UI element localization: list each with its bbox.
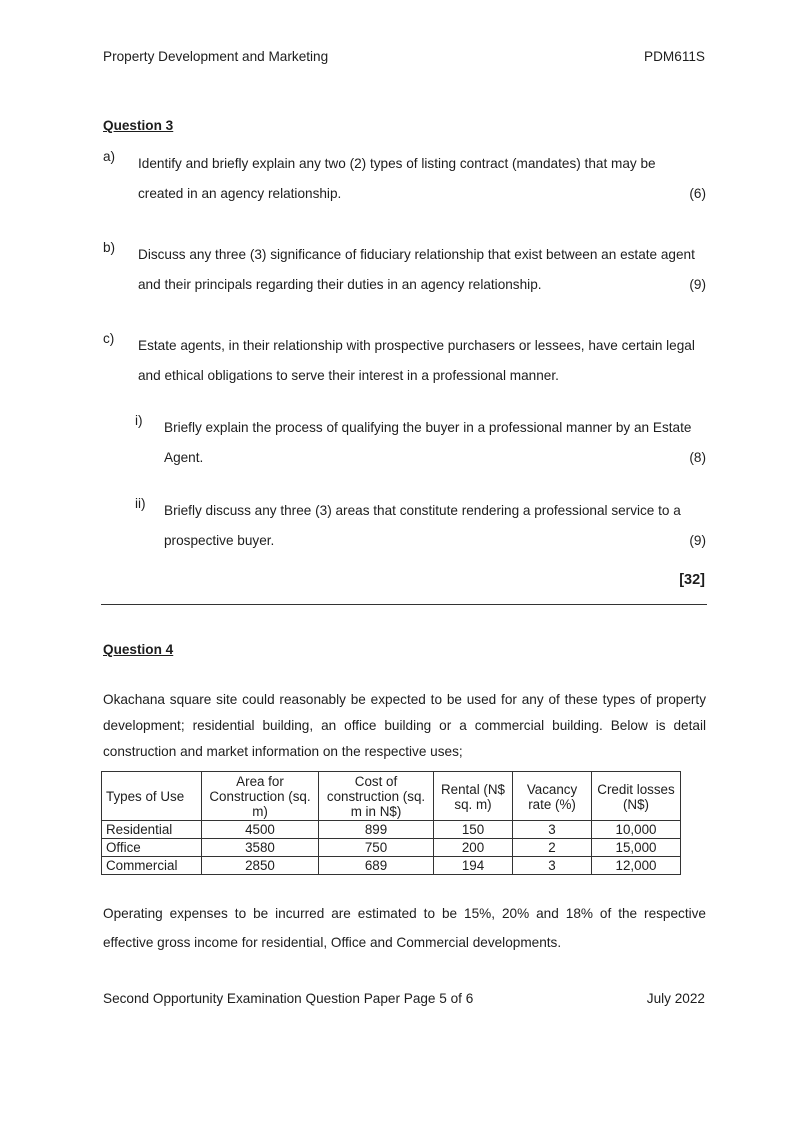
column-header: Rental (N$ sq. m) — [434, 772, 513, 821]
item-marks: (6) — [689, 186, 706, 201]
subitem-text-line2: prospective buyer. — [164, 533, 275, 548]
table-cell: 689 — [319, 857, 434, 875]
table-cell: 10,000 — [592, 821, 681, 839]
question-4-closing: Operating expenses to be incurred are estimated to be 15%, 20% and 18% of the respective effective gross income for residential, Office and Commercial developments. — [103, 906, 706, 950]
subitem-numeral: ii) — [135, 496, 146, 511]
question-3-total-marks: [32] — [679, 572, 705, 588]
table-cell: 194 — [434, 857, 513, 875]
item-text-line2: and ethical obligations to serve their interest in a professional manner. — [138, 368, 559, 383]
header-course-code: PDM611S — [644, 49, 705, 64]
table-cell: 12,000 — [592, 857, 681, 875]
construction-market-table — [101, 771, 681, 875]
question-4-title: Question 4 — [103, 642, 174, 657]
item-text-line2: created in an agency relationship. — [138, 186, 342, 201]
table-cell: 2850 — [202, 857, 319, 875]
item-letter: a) — [103, 149, 116, 164]
table-row — [102, 821, 681, 839]
table-cell: 750 — [319, 839, 434, 857]
table-header-row — [102, 772, 681, 821]
column-header: Vacancy rate (%) — [513, 772, 592, 821]
subitem-text-line1: Briefly explain the process of qualifying the buyer in a professional manner by an Estate — [164, 420, 692, 435]
item-text-line2: and their principals regarding their duties in an agency relationship. — [138, 277, 542, 292]
table-cell: 4500 — [202, 821, 319, 839]
table-cell: Commercial — [102, 857, 202, 875]
footer-date: July 2022 — [646, 991, 705, 1006]
footer-page-info: Second Opportunity Examination Question Paper Page 5 of 6 — [103, 991, 474, 1006]
column-header: Credit losses (N$) — [592, 772, 681, 821]
table-cell: 2 — [513, 839, 592, 857]
item-marks: (9) — [689, 277, 706, 292]
subitem-text-line1: Briefly discuss any three (3) areas that constitute rendering a professional service to a — [164, 503, 681, 518]
question-3-title: Question 3 — [103, 118, 174, 133]
table-cell: 200 — [434, 839, 513, 857]
table-cell: 3580 — [202, 839, 319, 857]
table-row — [102, 839, 681, 857]
subitem-text-line2: Agent. — [164, 450, 204, 465]
table-cell: 3 — [513, 821, 592, 839]
column-header: Types of Use — [102, 772, 202, 821]
question-4-intro: Okachana square site could reasonably be expected to be used for any of these types of property development; residential building, an office building or a commercial building. Below is detail construction and market information on the respective uses; — [103, 692, 706, 759]
item-text-line1: Estate agents, in their relationship with prospective purchasers or lessees, have certain legal — [138, 338, 695, 353]
table-cell: 899 — [319, 821, 434, 839]
item-letter: b) — [103, 240, 116, 255]
table-cell: Office — [102, 839, 202, 857]
table-cell: 150 — [434, 821, 513, 839]
table-cell: 15,000 — [592, 839, 681, 857]
table-row — [102, 857, 681, 875]
item-text-line1: Identify and briefly explain any two (2) types of listing contract (mandates) that may be — [138, 156, 656, 171]
section-divider — [101, 604, 707, 605]
column-header: Area for Construction (sq. m) — [202, 772, 319, 821]
subitem-marks: (8) — [689, 450, 706, 465]
subitem-marks: (9) — [689, 533, 706, 548]
table-cell: 3 — [513, 857, 592, 875]
header-course-title: Property Development and Marketing — [103, 49, 329, 64]
column-header: Cost of construction (sq. m in N$) — [319, 772, 434, 821]
item-text-line1: Discuss any three (3) significance of fiduciary relationship that exist between an estate agent — [138, 247, 695, 262]
subitem-numeral: i) — [135, 413, 143, 428]
item-letter: c) — [103, 331, 115, 346]
table-cell: Residential — [102, 821, 202, 839]
